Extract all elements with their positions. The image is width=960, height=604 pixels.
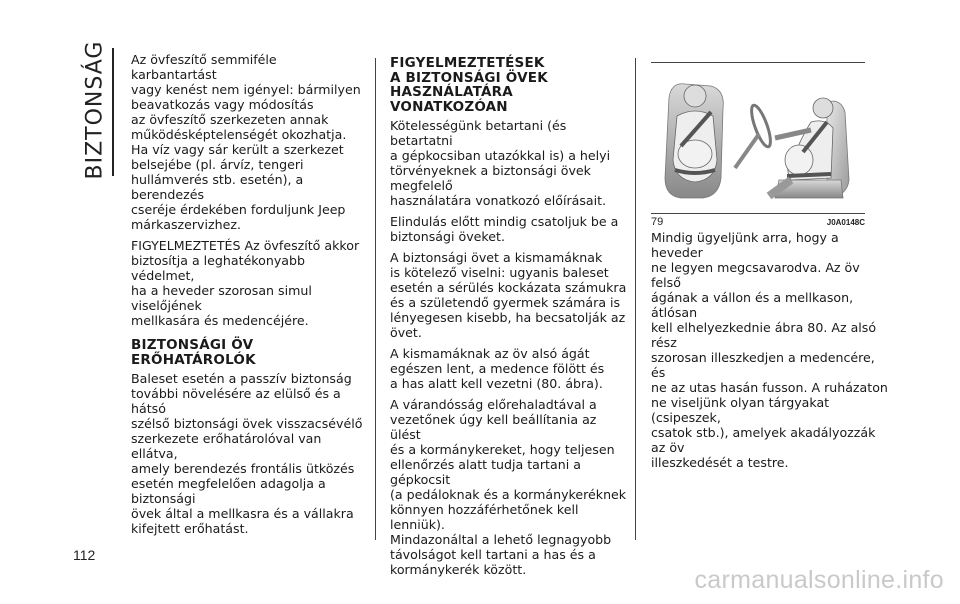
page-number: 112 [73, 547, 96, 563]
column-3 [651, 230, 891, 476]
column-2 [390, 52, 630, 583]
figure-79 [651, 62, 865, 232]
paragraph: FIGYELMEZTETÉS Az övfeszítő akkor biztosítja a leghatékonyabb védelmet, ha a heveder szorosan simul viselőjének mellkasára és medencéjére. [131, 238, 360, 328]
section-title: BIZTONSÁG [82, 40, 108, 180]
paragraph: Kötelességünk betartani (és betartatni a gépkocsiban utazókkal is) a helyi törvényeknek a biztonsági övek megfelelő használatára vonatkozó előírásait. [390, 118, 611, 208]
column-divider [375, 58, 376, 540]
figure-number: 79 [651, 216, 664, 228]
heading-load-limiters: BIZTONSÁGI ÖV ERŐHATÁROLÓK [131, 337, 256, 368]
column-divider [635, 58, 636, 540]
paragraph: Mindig ügyeljünk arra, hogy a heveder ne legyen megcsavarodva. Az öv felső ágának a vállon és a mellkason, átlósan kell elhelyezkednie ábra 80. Az alsó rész szorosan illeszkedjen a medencére, és ne az utas hasán fusson. A ruházaton ne viseljünk olyan tárgyakat (csipeszek, csatok stb.), amelyek akadályozzák az öv illeszkedését a testre. [651, 230, 888, 470]
watermark: carmanualsonline.info [694, 566, 944, 594]
pregnant-seatbelt-illustration [651, 68, 865, 210]
figure-top-rule [651, 62, 865, 63]
section-rule [112, 48, 114, 176]
paragraph: Az övfeszítő semmiféle karbantartást vagy kenést nem igényel: bármilyen beavatkozás vagy módosítás az övfeszítő szerkezeten annak működésképtelenségét okozhatja. Ha víz vagy sár került a szerkezet belsejébe (pl. árvíz, tengeri hullámverés stb. esetén), a berendezés cseréje érdekében forduljunk Jeep márkaszervizhez. [131, 52, 361, 232]
paragraph: A kismamáknak az öv alsó ágát egészen lent, a medence fölött és a has alatt kell vezetni (80. ábra). [390, 346, 605, 391]
column-1 [131, 52, 366, 542]
paragraph: A biztonsági övet a kismamáknak is kötelező viselni: ugyanis baleset esetén a sérülés kockázata számukra és a születendő gyermek számára is lényegesen kisebb, ha becsatolják az övet. [390, 250, 627, 340]
paragraph: A várandósság előrehaladtával a vezetőnek úgy kell beállítania az ülést és a kormánykereket, hogy teljesen ellenőrzés alatt tudja tartani a gépkocsit (a pedáloknak és a kormánykeréknek könnyen hozzáférhetőnek kell lenniük). Mindazonáltal a lehető legnagyobb távolságot kell tartani a has és a kormánykerék között. [390, 397, 627, 577]
heading-seatbelt-warnings: FIGYELMEZTETÉSEK A BIZTONSÁGI ÖVEK HASZNÁLATÁRA VONATKOZÓAN [390, 55, 548, 115]
figure-bottom-rule [651, 213, 865, 214]
section-title-vertical [80, 40, 110, 180]
figure-code: J0A0148C [826, 218, 865, 227]
paragraph: Baleset esetén a passzív biztonság további növelésére az elülső és a hátsó szélső biztonsági övek visszacsévélő szerkezete erőhatárolóval van ellátva, amely berendezés frontális ütközés esetén megfelelően adagolja a biztonsági övek által a mellkasra és a vállakra kifejtett erőhatást. [131, 371, 363, 536]
paragraph: Elindulás előtt mindig csatoljuk be a biztonsági öveket. [390, 214, 619, 244]
